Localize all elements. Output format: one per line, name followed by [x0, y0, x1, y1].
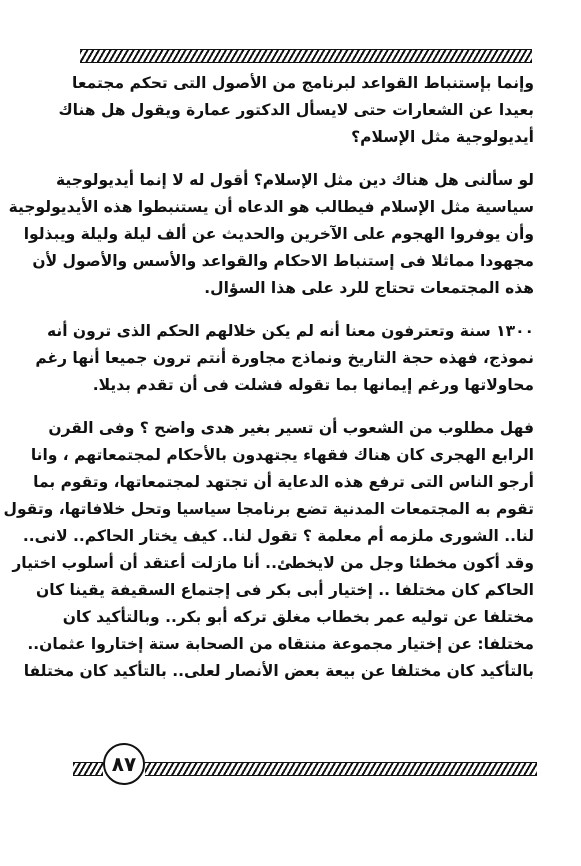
text-line: لنا.. الشورى ملزمه أم معلمة ؟ تقول لنا.. كيف يختار الحاكم.. لانى.. — [22, 527, 534, 545]
bottom-decorative-bar-right — [145, 762, 537, 776]
text-line: ١٣٠٠ سنة وتعترفون معنا أنه لم يكن خلالهم الحكم الذى ترون أنه — [47, 322, 534, 340]
text-line: مختلفا عن توليه عمر بخطاب مغلق تركه أبو بكر.. وبالتأكيد كان — [62, 608, 534, 626]
text-line: وأن يوفروا الهجوم على الآخرين والحديث عن ألف ليلة وليلة ويبذلوا — [23, 225, 534, 243]
text-line: فهل مطلوب من الشعوب أن تسير بغير هدى واضح ؟ وفى القرن — [48, 419, 534, 437]
text-line: مجهودا مماثلا فى إستنباط الاحكام والقواعد والأسس والأصول لأن — [32, 252, 534, 270]
bottom-decorative-bar-left — [73, 762, 103, 776]
text-line: محاولاتها ورغم إيمانها بما تقوله فشلت فى أن تقدم بديلا. — [92, 376, 534, 394]
paragraph-1 — [58, 70, 534, 151]
text-line: مختلفا: عن إختيار مجموعة منتقاه من الصحابة ستة إختاروا عثمان.. — [27, 635, 534, 653]
text-line: هذه المجتمعات تحتاج للرد على هذا السؤال. — [204, 279, 534, 297]
page-number: ٨٧ — [111, 752, 137, 776]
text-line: لو سألنى هل هناك دين مثل الإسلام؟ أقول له لا إنما أيديولوجية — [56, 171, 534, 189]
paragraph-4 — [3, 415, 534, 685]
text-line: بعيدا عن الشعارات حتى لايسأل الدكتور عمارة ويقول هل هناك — [58, 101, 534, 119]
paragraph-3 — [35, 318, 534, 399]
text-line: أيديولوجية مثل الإسلام؟ — [351, 128, 534, 146]
text-line: وقد أكون مخطئا وجل من لايخطئ.. أنا مازلت أعتقد أن أسلوب اختيار — [12, 554, 534, 572]
page-number-badge — [103, 743, 145, 785]
body-text — [3, 70, 534, 685]
text-line: وإنما بإستنباط القواعد لبرنامج من الأصول التى تحكم مجتمعا — [72, 74, 534, 92]
text-line: أرجو الناس التى ترفع هذه الدعاية أن تجتهد لمجتمعاتها، وتقوم بما — [33, 473, 534, 491]
text-line: سياسية مثل الإسلام فيطالب هو الدعاه أن يستنبطوا هذه الأيديولوجية — [8, 198, 534, 216]
text-line: تقوم به المجتمعات المدنية تضع برنامجا سياسيا وتحل خلافاتها، وتقول — [3, 500, 534, 518]
text-line: نموذج، فهذه حجة التاريخ ونماذج مجاورة أنتم ترون جميعا أنها رغم — [35, 349, 534, 367]
text-line: الحاكم كان مختلفا .. إختيار أبى بكر فى إجتماع السقيفة يقينا كان — [36, 581, 534, 599]
top-decorative-bar — [80, 49, 532, 63]
text-line: بالتأكيد كان مختلفا عن بيعة بعض الأنصار لعلى.. بالتأكيد كان مختلفا — [23, 662, 534, 680]
paragraph-2 — [8, 167, 534, 302]
text-line: الرابع الهجرى كان هناك فقهاء يجتهدون بالأحكام لمجتمعاتهم ، وانا — [30, 446, 534, 464]
